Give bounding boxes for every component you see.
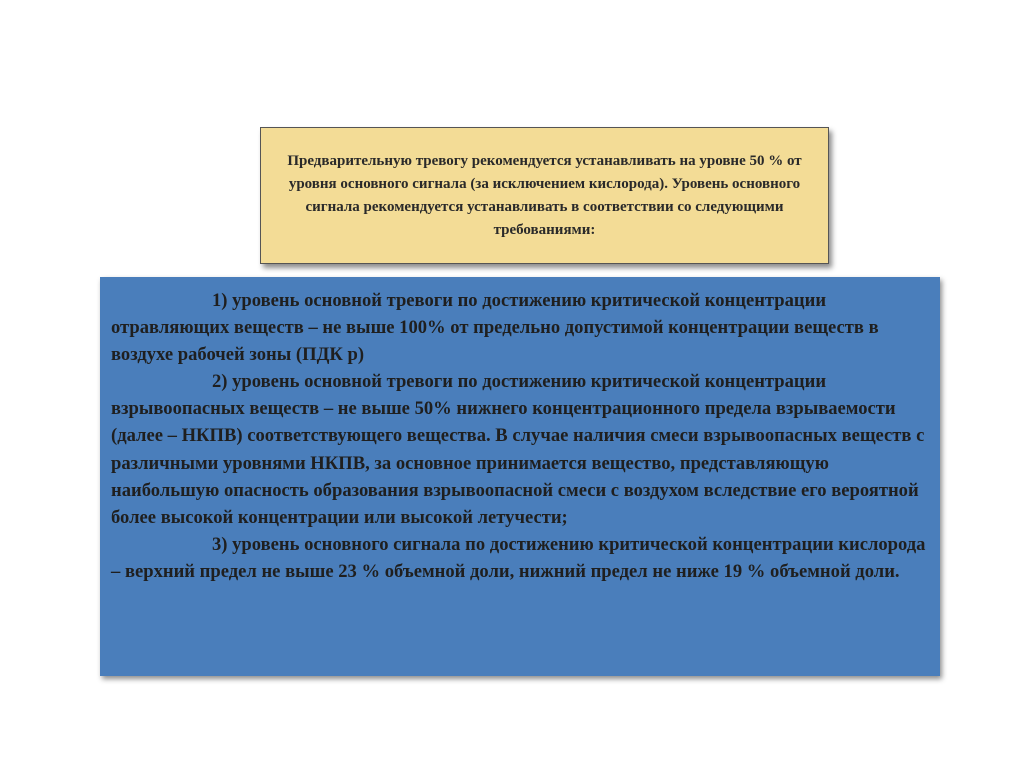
intro-callout-text: Предварительную тревогу рекомендуется устанавливать на уровне 50 % от уровня основного сигнала (за исключением кислорода). Уровень основного сигнала рекомендуется устанавливать в соответствии со следующими требованиями: bbox=[287, 152, 802, 238]
requirement-item-1: 1) уровень основной тревоги по достижению критической концентрации отравляющих веществ – не выше 100% от предельно допустимой концентрации веществ в воздухе рабочей зоны (ПДК р) bbox=[111, 290, 879, 366]
requirement-item-3: 3) уровень основного сигнала по достижению критической концентрации кислорода – верхний предел не выше 23 % объемной доли, нижний предел не ниже 19 % объемной доли. bbox=[111, 533, 926, 582]
requirements-panel bbox=[100, 277, 940, 676]
intro-callout-box bbox=[260, 127, 829, 264]
requirement-item-2: 2) уровень основной тревоги по достижению критической концентрации взрывоопасных веществ – не выше 50% нижнего концентрационного предела взрываемости (далее – НКПВ) соответствующего вещества. В случае наличия смеси взрывоопасных веществ с различными уровнями НКПВ, за основное принимается вещество, представляющую наибольшую опасность образования взрывоопасной смеси с воздухом вследствие его вероятной более высокой концентрации или высокой летучести; bbox=[111, 371, 925, 528]
